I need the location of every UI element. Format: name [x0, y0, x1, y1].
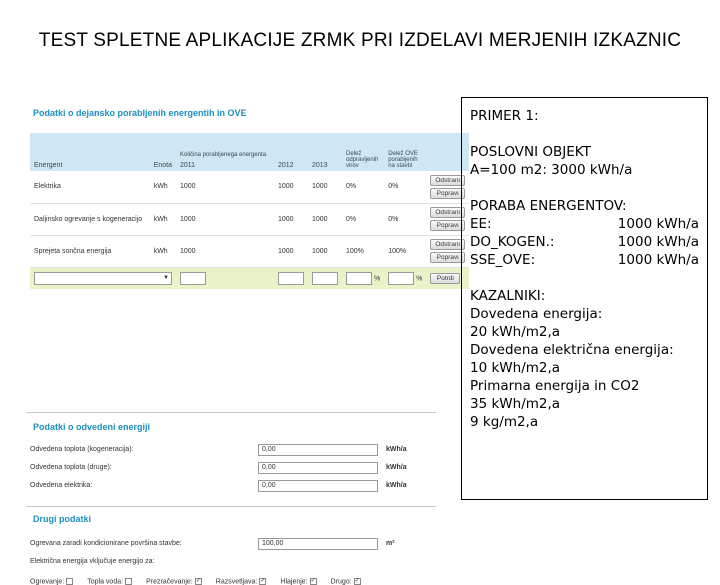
- cell-delez-2: 100%: [384, 235, 426, 267]
- kazalniki-title: KAZALNIKI:: [470, 288, 546, 304]
- field-input[interactable]: 0,00: [258, 462, 378, 474]
- table-row: [30, 171, 469, 203]
- check-item[interactable]: [280, 578, 316, 585]
- poraba-value: 1000 kWh/a: [617, 252, 699, 268]
- check-item[interactable]: [30, 578, 73, 585]
- check-label: Drugo:: [330, 578, 352, 585]
- energent-select[interactable]: ▼: [34, 272, 172, 285]
- field-odvedena-kogen: [30, 444, 430, 458]
- cell-2012: 1000: [274, 235, 308, 267]
- checkbox-group: [30, 578, 361, 585]
- remove-button[interactable]: Odstrani: [430, 175, 465, 186]
- input-2013[interactable]: [312, 272, 338, 285]
- pct-label: %: [416, 275, 423, 283]
- kazalnik-line: 9 kg/m2,a: [470, 414, 539, 430]
- field-unit: kWh/a: [386, 446, 407, 453]
- kazalnik-line: Dovedena električna energija:: [470, 342, 674, 358]
- checks-caption: [30, 556, 430, 570]
- checkbox-checked[interactable]: ✓: [310, 578, 316, 584]
- col-kolicina: Količina porabljenega energenta: [180, 152, 267, 158]
- kazalnik-line: Primarna energija in CO2: [470, 378, 640, 394]
- field-label: Odvedena elektrika:: [30, 482, 93, 489]
- divider: [26, 412, 436, 413]
- new-entry-row: [30, 267, 469, 289]
- field-unit: m²: [386, 540, 395, 547]
- checkbox-checked[interactable]: ✓: [260, 578, 266, 584]
- confirm-button[interactable]: Potrdi: [430, 273, 460, 284]
- check-item[interactable]: [216, 578, 267, 585]
- poraba-row: [470, 251, 699, 269]
- input-delez-2[interactable]: [388, 272, 414, 285]
- fix-button[interactable]: Popravi: [430, 188, 465, 199]
- cell-delez-1: 0%: [342, 171, 384, 203]
- field-label: Odvedena toplota (druge):: [30, 464, 112, 471]
- cell-2013: 1000: [308, 171, 342, 203]
- slide-title: TEST SPLETNE APLIKACIJE ZRMK PRI IZDELAVI MERJENIH IZKAZNIC: [38, 30, 682, 51]
- poraba-value: 1000 kWh/a: [617, 216, 699, 232]
- poraba-row: [470, 215, 699, 233]
- input-cell: [274, 267, 308, 289]
- field-input[interactable]: 0,00: [258, 480, 378, 492]
- checks-label: Električna energija vključuje energijo za:: [30, 558, 155, 565]
- col-delez-ove: Delež OVE porabljenih na stavbi: [384, 133, 426, 171]
- cell-2011: 1000: [176, 171, 274, 203]
- cell-delez-1: 0%: [342, 203, 384, 235]
- check-label: Razsvetljava:: [215, 578, 258, 585]
- fix-button[interactable]: Popravi: [430, 220, 465, 231]
- remove-button[interactable]: Odstrani: [430, 207, 465, 218]
- fix-button[interactable]: Popravi: [430, 252, 465, 263]
- check-label: Hlajenje:: [280, 578, 308, 585]
- poraba-row: [470, 233, 699, 251]
- remove-button[interactable]: Odstrani: [430, 239, 465, 250]
- checkbox[interactable]: [125, 578, 132, 585]
- input-2012[interactable]: [278, 272, 304, 285]
- table-row: [30, 235, 469, 267]
- col-delez-odprav: Delež odpravljenih virov: [342, 133, 384, 171]
- col-2013: 2013: [308, 133, 342, 171]
- cell-delez-2: 0%: [384, 171, 426, 203]
- kazalnik-line: 35 kWh/m2,a: [470, 396, 561, 412]
- check-label: Prezračevanje:: [146, 578, 193, 585]
- input-cell: [342, 267, 384, 289]
- field-label: Odvedena toplota (kogeneracija):: [30, 446, 134, 453]
- kazalnik-line: 10 kWh/m2,a: [470, 360, 561, 376]
- cell-2011: 1000: [176, 235, 274, 267]
- table-row: [30, 203, 469, 235]
- col-2012: 2012: [274, 133, 308, 171]
- field-input[interactable]: 100,00: [258, 538, 378, 550]
- col-2011: [176, 133, 274, 171]
- input-cell: [176, 267, 274, 289]
- cell-energent: Daljinsko ogrevanje s kogeneracijo: [30, 203, 150, 235]
- pct-label: %: [373, 275, 381, 283]
- col-enota: Enota: [150, 133, 176, 171]
- cell-2013: 1000: [308, 235, 342, 267]
- field-povrsina: [30, 538, 430, 552]
- cell-enota: kWh: [150, 203, 176, 235]
- input-delez-1[interactable]: [346, 272, 372, 285]
- check-item[interactable]: [87, 578, 132, 585]
- cell-2012: 1000: [274, 203, 308, 235]
- check-item[interactable]: [331, 578, 361, 585]
- cell-energent: Elektrika: [30, 171, 150, 203]
- poraba-value: 1000 kWh/a: [617, 234, 699, 250]
- field-unit: kWh/a: [386, 464, 407, 471]
- kazalnik-line: 20 kWh/m2,a: [470, 324, 561, 340]
- section-title-drugi: Drugi podatki: [33, 514, 91, 524]
- poraba-key: EE:: [470, 216, 492, 232]
- section-title-odvedena: Podatki o odvedeni energiji: [33, 422, 151, 432]
- object-line: A=100 m2: 3000 kWh/a: [470, 162, 633, 178]
- cell-2013: 1000: [308, 203, 342, 235]
- poraba-title: PORABA ENERGENTOV:: [470, 198, 627, 214]
- poraba-key: SSE_OVE:: [470, 252, 536, 268]
- input-cell: [308, 267, 342, 289]
- object-line: POSLOVNI OBJEKT: [470, 144, 591, 160]
- kazalnik-line: Dovedena energija:: [470, 306, 603, 322]
- col-energent: Energent: [30, 133, 150, 171]
- field-unit: kWh/a: [386, 482, 407, 489]
- cell-2011: 1000: [176, 203, 274, 235]
- field-odvedena-druge: [30, 462, 430, 476]
- panel-heading: PRIMER 1:: [470, 108, 539, 124]
- input-cell: [384, 267, 426, 289]
- energy-app-screenshot: [20, 100, 460, 585]
- cell-enota: kWh: [150, 235, 176, 267]
- cell-enota: kWh: [150, 171, 176, 203]
- energents-table: [30, 133, 469, 289]
- checkbox[interactable]: [66, 578, 73, 585]
- divider: [26, 506, 436, 507]
- table-header: [30, 133, 469, 171]
- cell-delez-1: 100%: [342, 235, 384, 267]
- checkbox-checked[interactable]: ✓: [195, 578, 201, 584]
- poraba-key: DO_KOGEN.:: [470, 234, 555, 250]
- cell-2012: 1000: [274, 171, 308, 203]
- cell-energent: Sprejeta sončna energija: [30, 235, 150, 267]
- check-label: Ogrevanje:: [30, 578, 65, 585]
- year-2011: 2011: [180, 162, 196, 169]
- energent-select-cell: [30, 267, 176, 289]
- example-panel: [461, 97, 708, 500]
- field-odvedena-elektrika: [30, 480, 430, 494]
- check-label: Topla voda:: [87, 578, 124, 585]
- check-item[interactable]: [146, 578, 202, 585]
- checkbox-checked[interactable]: ✓: [354, 578, 360, 584]
- field-label: Ogrevana zaradi kondicionirane površina stavbe:: [30, 540, 182, 547]
- section-title-energents: Podatki o dejansko porabljenih energentih in OVE: [33, 108, 247, 118]
- cell-delez-2: 0%: [384, 203, 426, 235]
- field-input[interactable]: 0,00: [258, 444, 378, 456]
- input-2011[interactable]: [180, 272, 206, 285]
